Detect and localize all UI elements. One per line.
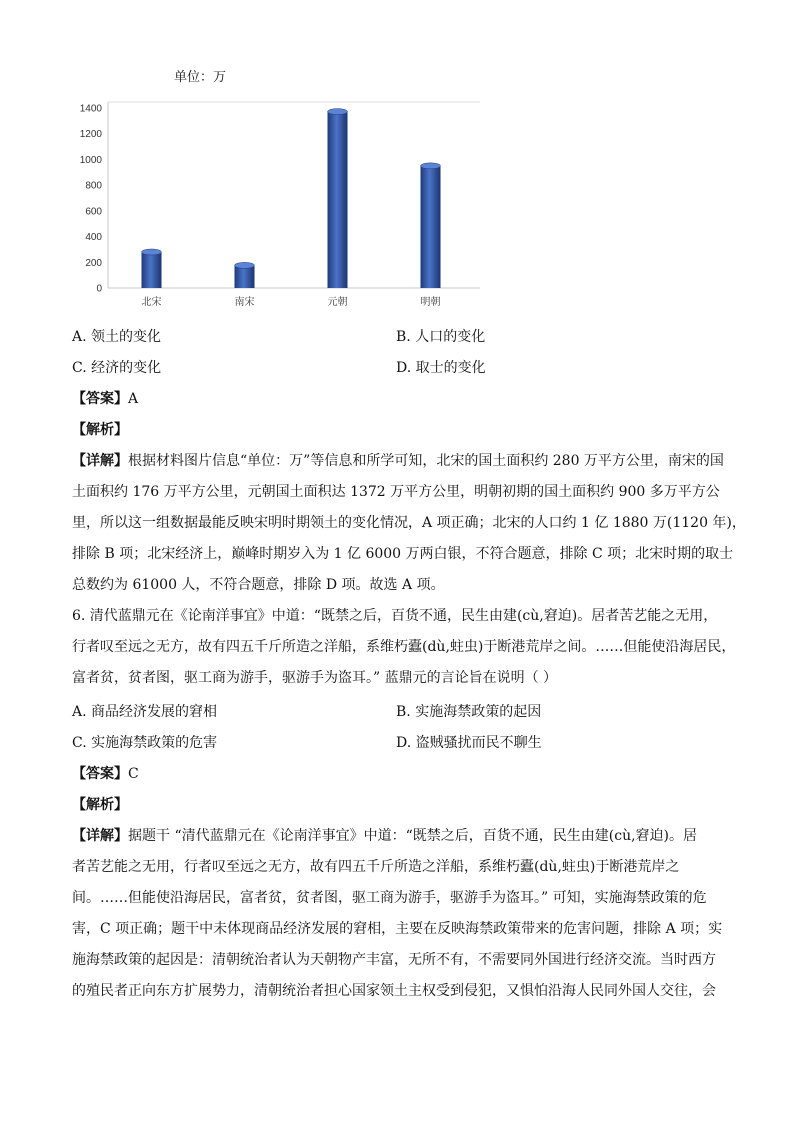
detail-line: 施海禁政策的起因是：清朝统治者认为天朝物产丰富，无所不有，不需要同外国进行经济交流。当时西方 bbox=[72, 952, 716, 968]
q6-analysis-label: 【解析】 bbox=[72, 797, 128, 813]
q6-option-a: A. 商品经济发展的窘相 bbox=[72, 704, 218, 720]
q5-option-d: D. 取士的变化 bbox=[396, 360, 486, 376]
q6-detail bbox=[72, 821, 722, 1007]
q5-answer bbox=[72, 389, 138, 409]
q6-line: 富者贫，贫者图，驱工商为游手，驱游手为盗耳。” 蓝鼎元的言论旨在说明（ ） bbox=[72, 670, 558, 686]
answer-label: 【答案】 bbox=[72, 766, 128, 782]
q6-option-c: C. 实施海禁政策的危害 bbox=[72, 735, 218, 751]
bar-北宋 bbox=[142, 252, 162, 288]
bar-cap-北宋 bbox=[142, 249, 162, 255]
x-category-label: 南宋 bbox=[234, 297, 255, 308]
detail-line: 总数约为 61000 人，不符合题意，排除 D 项。故选 A 项。 bbox=[72, 577, 445, 593]
detail-line: 里，所以这一组数据最能反映宋明时期领土的变化情况，A 项正确；北宋的人口约 1 亿 1880 万(1120 年)， bbox=[72, 515, 746, 531]
chart-bars bbox=[142, 109, 441, 288]
detail-line: 排除 B 项；北宋经济上，巅峰时期岁入为 1 亿 6000 万两白银，不符合题意，排除 C 项；北宋时期的取士 bbox=[72, 546, 734, 562]
q5-analysis-label: 【解析】 bbox=[72, 422, 128, 438]
bar-cap-南宋 bbox=[235, 262, 255, 268]
q6-line: 6. 清代蓝鼎元在《论南洋事宜》中道：“既禁之后，百货不通，民生由建(cù,窘迫)。居者苦艺能之无用， bbox=[72, 608, 718, 624]
detail-label: 【详解】 bbox=[72, 828, 128, 844]
chart-y-ticks bbox=[80, 104, 103, 295]
q5-option-a: A. 领土的变化 bbox=[72, 329, 162, 345]
detail-line: 土面积约 176 万平方公里，元朝国土面积达 1372 万平方公里，明朝初期的国土面积约 900 多万平方公 bbox=[72, 484, 720, 500]
bar-chart bbox=[60, 100, 490, 315]
y-tick-label: 1400 bbox=[79, 103, 102, 115]
detail-line: 【详解】根据材料图片信息“单位：万”等信息和所学可知，北宋的国土面积约 280 万平方公里，南宋的国 bbox=[72, 453, 724, 469]
bar-明朝 bbox=[421, 166, 441, 288]
bar-cap-明朝 bbox=[421, 163, 441, 169]
y-tick-label: 0 bbox=[96, 283, 102, 295]
y-tick-label: 200 bbox=[85, 257, 102, 269]
detail-line: 间。……但能使沿海居民，富者贫，贫者图，驱工商为游手，驱游手为盗耳。” 可知，实施海禁政策的危 bbox=[72, 890, 707, 906]
y-tick-label: 1000 bbox=[79, 154, 102, 166]
x-category-label: 北宋 bbox=[141, 297, 162, 308]
bar-cap-元朝 bbox=[328, 109, 348, 115]
detail-label: 【详解】 bbox=[72, 453, 128, 469]
q6-option-b: B. 实施海禁政策的起因 bbox=[396, 704, 542, 720]
chart-x-labels bbox=[142, 295, 441, 308]
y-tick-label: 1200 bbox=[79, 129, 102, 141]
q5-detail bbox=[72, 446, 746, 601]
detail-line: 者苦艺能之无用，行者叹至远之无方，故有四五千斤所造之洋船，系维朽蠹(dù,蛀虫)于断港荒岸之 bbox=[72, 859, 680, 875]
detail-line: 的殖民者正向东方扩展势力，清朝统治者担心国家领土主权受到侵犯，又惧怕沿海人民同外国人交往，会 bbox=[72, 983, 716, 999]
chart-unit-label: 单位：万 bbox=[174, 70, 227, 85]
q6-answer bbox=[72, 764, 139, 784]
q5-option-c: C. 经济的变化 bbox=[72, 360, 162, 376]
detail-line: 害，C 项正确；题干中未体现商品经济发展的窘相，主要在反映海禁政策带来的危害问题，排除 A 项；实 bbox=[72, 921, 723, 937]
x-category-label: 元朝 bbox=[327, 297, 348, 308]
x-category-label: 明朝 bbox=[420, 297, 441, 308]
y-tick-label: 600 bbox=[85, 206, 102, 218]
detail-line: 【详解】据题干 “清代蓝鼎元在《论南洋事宜》中道：“既禁之后，百货不通，民生由建(cù,窘迫)。居 bbox=[72, 828, 697, 844]
y-tick-label: 800 bbox=[85, 180, 102, 192]
q5-option-b: B. 人口的变化 bbox=[396, 329, 486, 345]
bar-南宋 bbox=[235, 265, 255, 288]
answer-label: 【答案】 bbox=[72, 391, 128, 407]
answer-value: C bbox=[128, 766, 139, 782]
y-tick-label: 400 bbox=[85, 232, 102, 244]
answer-value: A bbox=[128, 391, 139, 407]
q6-option-d: D. 盗贼骚扰而民不聊生 bbox=[396, 735, 542, 751]
bar-元朝 bbox=[328, 112, 348, 288]
q6-line: 行者叹至远之无方，故有四五千斤所造之洋船，系维朽蠹(dù,蛀虫)于断港荒岸之间。……但能使沿海居民， bbox=[72, 639, 736, 655]
q6-stem bbox=[72, 601, 735, 694]
